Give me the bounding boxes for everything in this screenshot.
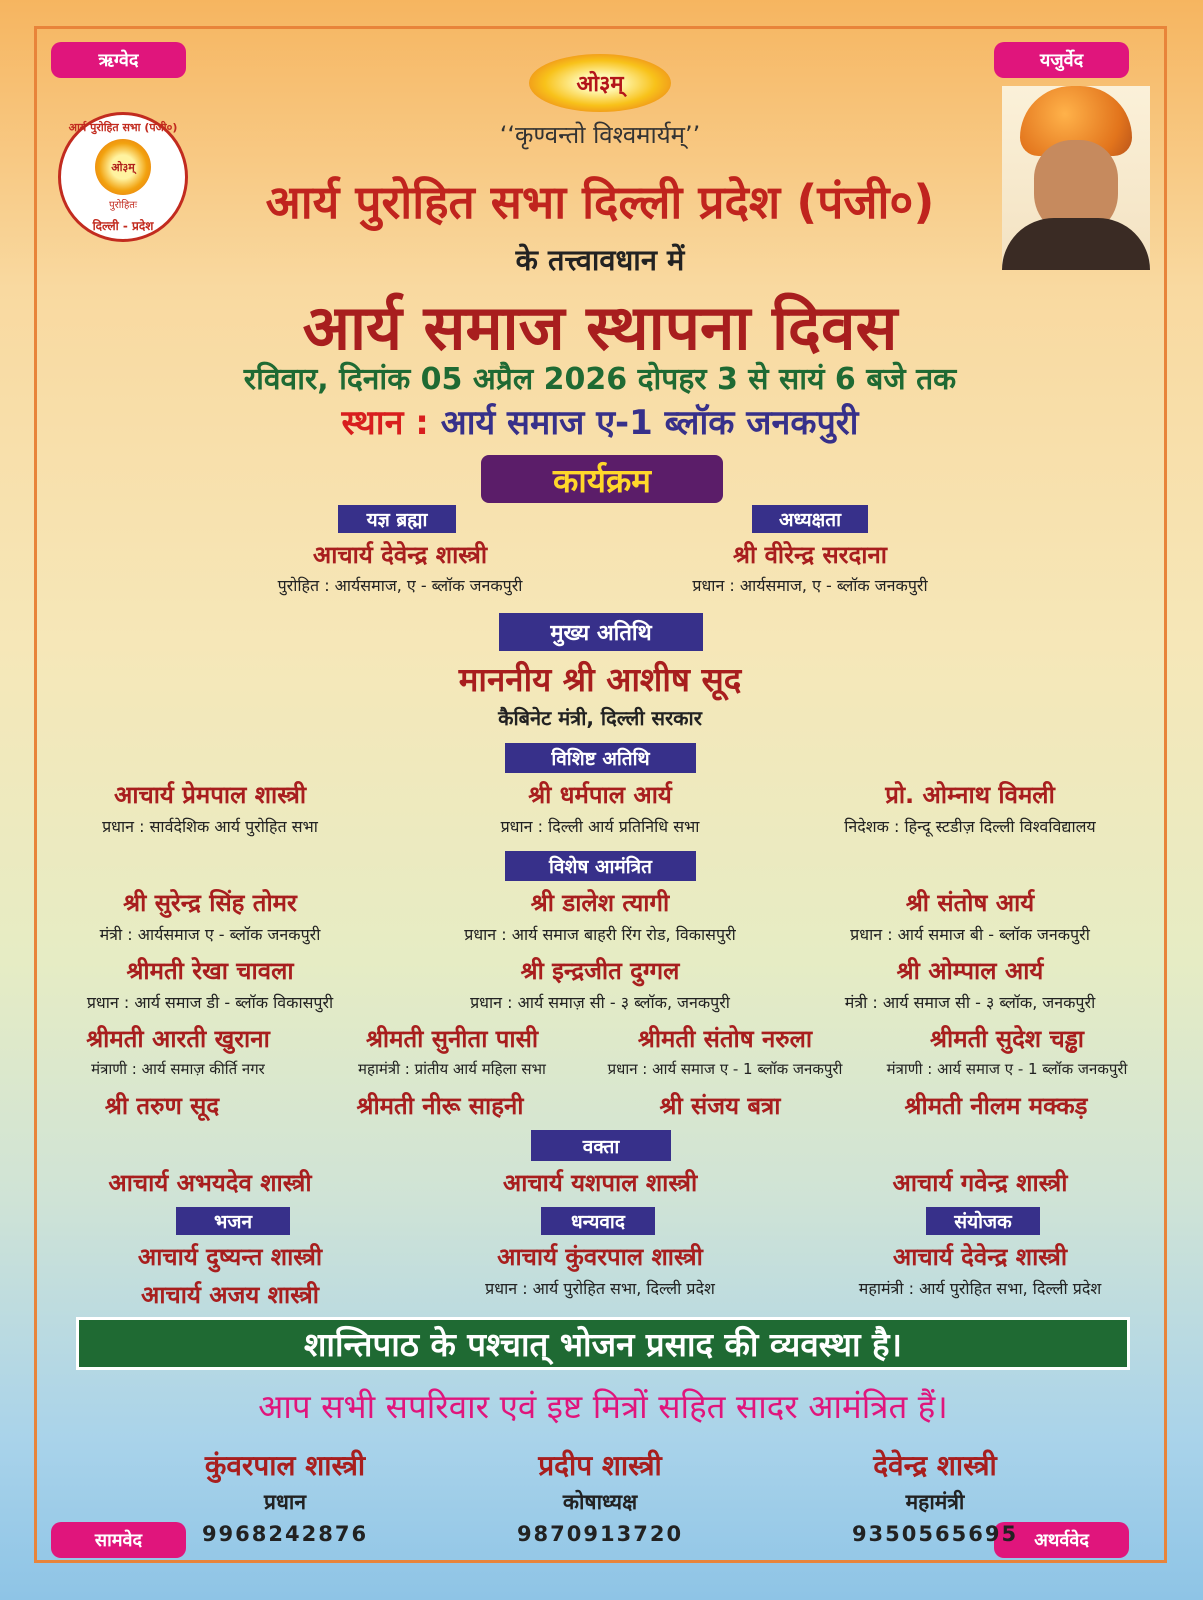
signatory-title: महामंत्री xyxy=(905,1490,965,1514)
seal-top-text: आर्य पुरोहित सभा (पंजी०) xyxy=(68,121,178,134)
speaker-name: आचार्य गवेन्द्र शास्त्री xyxy=(892,1169,1068,1197)
thanks-name: आचार्य कुंवरपाल शास्त्री xyxy=(497,1243,703,1271)
invitee-role: प्रधान : आर्य समाज बी - ब्लॉक जनकपुरी xyxy=(850,925,1090,944)
invitee-name: श्रीमती नीलम मक्कड़ xyxy=(904,1092,1088,1120)
invitee-role: प्रधान : आर्य समाज बाहरी रिंग रोड, विकासपुरी xyxy=(464,925,736,944)
invitee-role: मंत्राणी : आर्य समाज ए - 1 ब्लॉक जनकपुरी xyxy=(886,1060,1128,1078)
date-line: रविवार, दिनांक 05 अप्रैल 2026 दोपहर 3 से सायं 6 बजे तक xyxy=(243,362,957,397)
invitee-role: प्रधान : आर्य समाज ए - 1 ब्लॉक जनकपुरी xyxy=(607,1060,843,1078)
signatory-title: प्रधान xyxy=(264,1490,306,1514)
venue-text: आर्य समाज ए-1 ब्लॉक जनकपुरी xyxy=(440,403,859,443)
thanks-role: प्रधान : आर्य पुरोहित सभा, दिल्ली प्रदेश xyxy=(485,1279,715,1298)
invitee-name: श्रीमती रेखा चावला xyxy=(126,957,294,985)
programme-heading: कार्यक्रम xyxy=(481,455,723,503)
om-emblem xyxy=(529,54,671,112)
signatory-phone: 9350565695 xyxy=(851,1522,1019,1546)
invitation-line: आप सभी सपरिवार एवं इष्ट मित्रों सहित सादर आमंत्रित हैं। xyxy=(258,1387,948,1426)
food-arrangement-banner: शान्तिपाठ के पश्चात् भोजन प्रसाद की व्यवस्था है। xyxy=(76,1317,1130,1370)
signatory-name: देवेन्द्र शास्त्री xyxy=(873,1449,997,1482)
chief-guest-role: कैबिनेट मंत्री, दिल्ली सरकार xyxy=(498,706,702,730)
convener-name: आचार्य देवेन्द्र शास्त्री xyxy=(892,1243,1068,1271)
subtitle: के तत्त्वावधान में xyxy=(515,243,685,277)
invitee-role: महामंत्री : प्रांतीय आर्य महिला सभा xyxy=(358,1060,546,1078)
invitee-name: श्री तरुण सूद xyxy=(104,1092,220,1120)
invitee-name: श्री डालेश त्यागी xyxy=(530,889,670,917)
organization-seal xyxy=(58,112,188,242)
special-guest-name: श्री धर्मपाल आर्य xyxy=(528,781,672,809)
yagya-name: आचार्य देवेन्द्र शास्त्री xyxy=(312,541,488,569)
special-guest-role: निदेशक : हिन्दू स्टडीज़ दिल्ली विश्वविद्यालय xyxy=(844,817,1096,836)
signatory-title: कोषाध्यक्ष xyxy=(562,1490,638,1514)
invitee-name: श्रीमती सुनीता पासी xyxy=(365,1025,539,1053)
portrait-image xyxy=(1002,86,1150,270)
organization-title: आर्य पुरोहित सभा दिल्ली प्रदेश (पंजी०) xyxy=(265,175,935,229)
invitee-role: प्रधान : आर्य समाज़ सी - ३ ब्लॉक, जनकपुरी xyxy=(470,993,730,1012)
invitee-name: श्रीमती नीरू साहनी xyxy=(356,1092,524,1120)
corner-atharvaveda: अथर्ववेद xyxy=(994,1522,1129,1558)
signatory-phone: 9968242876 xyxy=(201,1522,369,1546)
invitee-role: मंत्री : आर्य समाज सी - ३ ब्लॉक, जनकपुरी xyxy=(844,993,1096,1012)
invitee-name: श्री संतोष आर्य xyxy=(905,889,1035,917)
speaker-name: आचार्य यशपाल शास्त्री xyxy=(502,1169,698,1197)
seal-bottom-text: दिल्ली - प्रदेश xyxy=(92,219,154,233)
special-guests-label: विशिष्ट अतिथि xyxy=(505,743,696,773)
invitee-role: मंत्री : आर्यसमाज ए - ब्लॉक जनकपुरी xyxy=(99,925,321,944)
corner-samaveda: सामवेद xyxy=(51,1522,186,1558)
thanks-label: धन्यवाद xyxy=(541,1207,655,1235)
invitee-name: श्रीमती आरती खुराना xyxy=(86,1025,270,1053)
special-guest-name: प्रो. ओम्नाथ विमली xyxy=(885,781,1055,809)
seal-om-text: ओ३म् xyxy=(111,160,135,174)
seal-sub-text: पुरोहितः xyxy=(109,200,137,211)
venue-line xyxy=(100,398,1100,444)
motto: ‘‘कृण्वन्तो विश्वमार्यम्’’ xyxy=(499,121,701,149)
corner-rigveda: ऋग्वेद xyxy=(51,42,186,78)
invitees-label: विशेष आमंत्रित xyxy=(505,851,696,881)
yagya-role: पुरोहित : आर्यसमाज, ए - ब्लॉक जनकपुरी xyxy=(277,576,523,595)
seal-om-emblem xyxy=(95,139,151,195)
presidency-role: प्रधान : आर्यसमाज, ए - ब्लॉक जनकपुरी xyxy=(692,576,928,595)
presidency-label: अध्यक्षता xyxy=(752,505,868,533)
yagya-label: यज्ञ ब्रह्मा xyxy=(338,505,456,533)
special-guest-role: प्रधान : सार्वदेशिक आर्य पुरोहित सभा xyxy=(102,817,318,836)
speakers-label: वक्ता xyxy=(531,1130,671,1161)
om-text: ओ३म् xyxy=(576,72,624,97)
invitee-name: श्री इन्द्रजीत दुग्गल xyxy=(520,957,680,985)
bhajan-name: आचार्य अजय शास्त्री xyxy=(140,1281,319,1309)
presidency-name: श्री वीरेन्द्र सरदाना xyxy=(733,541,887,569)
convener-label: संयोजक xyxy=(926,1207,1040,1235)
bhajan-label: भजन xyxy=(176,1207,290,1235)
invitee-name: श्री ओम्पाल आर्य xyxy=(896,957,1044,985)
signatory-phone: 9870913720 xyxy=(516,1522,684,1546)
invitee-role: प्रधान : आर्य समाज डी - ब्लॉक विकासपुरी xyxy=(86,993,334,1012)
corner-yajurveda: यजुर्वेद xyxy=(994,42,1129,78)
special-guest-name: आचार्य प्रेमपाल शास्त्री xyxy=(113,781,307,809)
chief-guest-label: मुख्य अतिथि xyxy=(499,613,703,651)
event-title: आर्य समाज स्थापना दिवस xyxy=(302,291,898,364)
portrait-shawl xyxy=(1002,218,1150,270)
chief-guest-name: माननीय श्री आशीष सूद xyxy=(458,660,742,699)
invitee-name: श्रीमती सुदेश चड्ढा xyxy=(930,1025,1084,1053)
venue-label: स्थान : xyxy=(341,403,429,443)
invitee-name: श्रीमती संतोष नरुला xyxy=(637,1025,813,1053)
signatory-name: कुंवरपाल शास्त्री xyxy=(204,1449,366,1482)
invitee-role: मंत्राणी : आर्य समाज़ कीर्ति नगर xyxy=(91,1060,265,1078)
signatory-name: प्रदीप शास्त्री xyxy=(538,1449,662,1482)
invitee-name: श्री संजय बत्रा xyxy=(659,1092,781,1120)
special-guest-role: प्रधान : दिल्ली आर्य प्रतिनिधि सभा xyxy=(500,817,700,836)
speaker-name: आचार्य अभयदेव शास्त्री xyxy=(108,1169,312,1197)
invitee-name: श्री सुरेन्द्र सिंह तोमर xyxy=(123,889,297,917)
bhajan-name: आचार्य दुष्यन्त शास्त्री xyxy=(137,1243,323,1271)
convener-role: महामंत्री : आर्य पुरोहित सभा, दिल्ली प्रदेश xyxy=(858,1279,1102,1298)
